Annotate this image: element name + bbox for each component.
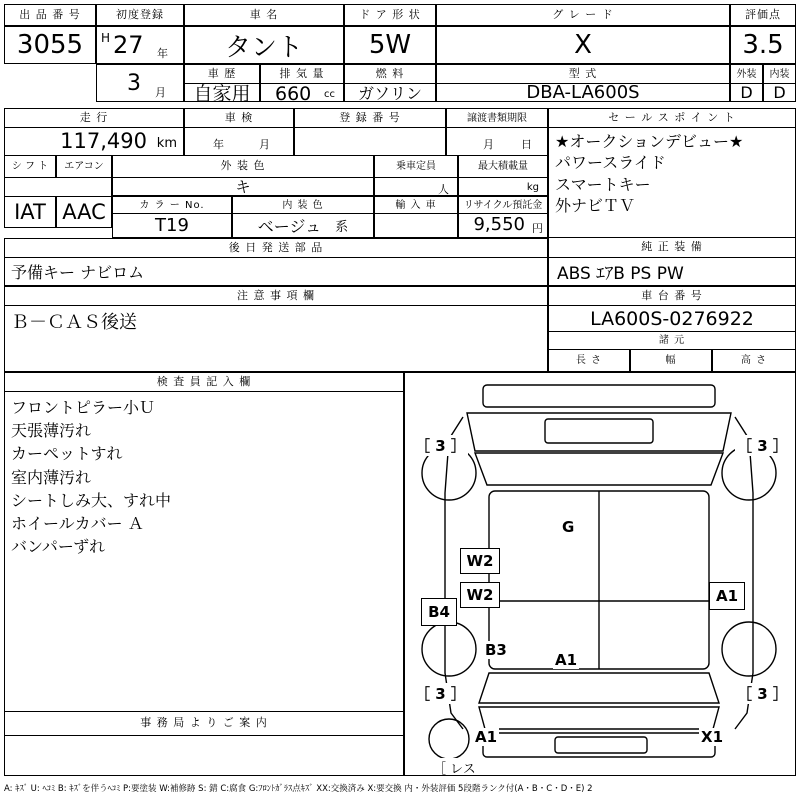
inspector-note-line: フロントピラー小Ｕ bbox=[11, 398, 156, 417]
first-reg-month-cell bbox=[96, 64, 184, 102]
diagram-mark: ［ 3 ］ bbox=[415, 685, 466, 703]
transfer-value-cell bbox=[446, 128, 548, 156]
reg-no-label: 登 録 番 号 bbox=[339, 110, 401, 124]
first-reg-label: 初度登録 bbox=[116, 7, 164, 21]
model-code-value-cell bbox=[436, 84, 730, 102]
chassis-label-cell bbox=[548, 286, 796, 306]
chassis-label: 車 台 番 号 bbox=[641, 288, 703, 302]
car-name-value-cell bbox=[184, 26, 344, 64]
interior-color-value-cell bbox=[232, 214, 374, 238]
rating-label-cell bbox=[730, 4, 796, 26]
diagram-mark: ［ 3 ］ bbox=[415, 437, 466, 455]
max-load-unit: kg bbox=[526, 182, 539, 193]
recycle-unit: 円 bbox=[532, 222, 543, 235]
exterior-color-value: キ bbox=[235, 178, 251, 196]
shift-value-cell bbox=[4, 196, 56, 228]
notes-label: 注 意 事 項 欄 bbox=[237, 288, 315, 302]
first-reg-year: 27 bbox=[113, 31, 144, 59]
diagram-mark: X1 bbox=[701, 728, 724, 746]
diagram-mark: A1 bbox=[709, 582, 745, 610]
displacement-label-cell bbox=[260, 64, 344, 84]
color-no-value-cell bbox=[112, 214, 232, 238]
shift-value: IAT bbox=[14, 200, 46, 224]
diagram-mark: G bbox=[562, 518, 575, 536]
dimensions-label: 諸 元 bbox=[658, 335, 686, 346]
seating-label: 乗車定員 bbox=[396, 161, 436, 172]
color-no-label-cell bbox=[112, 196, 232, 214]
interior-color-label-cell bbox=[232, 196, 374, 214]
shaken-label-cell bbox=[184, 108, 294, 128]
model-code-value: DBA-LA600S bbox=[526, 84, 640, 102]
legend-footer: A: ｷｽﾞ U: ﾍｺﾐ B: ｷｽﾞを伴うﾍｺﾐ P:要塗装 W:補修跡 S: 錆 C:腐食 G:ﾌﾛﾝﾄｶﾞﾗｽ点ｷｽﾞ XX:交換済み X:要交換 内・外装評価 5段階ランク付(A・B・C・D・E) 2 bbox=[4, 784, 593, 794]
model-code-label: 型 式 bbox=[568, 66, 598, 80]
inspector-notes-cell bbox=[4, 392, 404, 712]
car-name-label-cell bbox=[184, 4, 344, 26]
import-label-cell bbox=[374, 196, 458, 214]
aircon-label: エアコン bbox=[64, 161, 104, 172]
first-reg-month: 3 bbox=[127, 71, 141, 96]
notes-value: Ｂ－ＣＡＳ後送 bbox=[11, 312, 137, 333]
grade-label-cell bbox=[436, 4, 730, 26]
displacement-value: 660 bbox=[275, 84, 312, 102]
diagram-mark: W2 bbox=[460, 548, 500, 574]
later-parts-value: 予備キー ナビロム bbox=[11, 263, 145, 282]
sales-point-item: ★オークションデビュー★ bbox=[555, 132, 744, 151]
later-parts-label: 後 日 発 送 部 品 bbox=[228, 240, 324, 254]
first-reg-label-cell bbox=[96, 4, 184, 26]
mileage-label: 走 行 bbox=[79, 110, 109, 124]
fuel-label-cell bbox=[344, 64, 436, 84]
first-reg-month-unit: 月 bbox=[155, 86, 166, 99]
recycle-value-cell bbox=[458, 214, 548, 238]
seating-unit: 人 bbox=[438, 183, 449, 196]
diagram-mark: ［ 3 ］ bbox=[737, 437, 788, 455]
lot-number-value: 3055 bbox=[16, 30, 84, 60]
lot-number-label-cell bbox=[4, 4, 96, 26]
transfer-label: 譲渡書類期限 bbox=[467, 112, 527, 124]
door-value: 5W bbox=[368, 30, 412, 60]
shaken-label: 車 検 bbox=[224, 110, 254, 124]
seating-label-cell bbox=[374, 156, 458, 178]
width-label: 幅 bbox=[665, 355, 677, 366]
mileage-value: 117,490 bbox=[60, 129, 147, 153]
shift-aircon-spacer bbox=[4, 178, 112, 196]
length-label-cell bbox=[548, 350, 630, 372]
office-notice-label: 事 務 局 よ り ご 案 内 bbox=[140, 716, 268, 730]
inspector-label: 検 査 員 記 入 欄 bbox=[156, 374, 252, 388]
ext-grade-label: 外装 bbox=[736, 68, 757, 80]
interior-color-value: ベージュ bbox=[257, 217, 322, 236]
rating-label: 評価点 bbox=[745, 7, 781, 21]
sales-point-list bbox=[548, 128, 796, 238]
sales-point-item: スマートキー bbox=[555, 174, 651, 194]
max-load-label-cell bbox=[458, 156, 548, 178]
ext-grade-label-cell bbox=[730, 64, 763, 84]
int-grade-label-cell bbox=[763, 64, 796, 84]
chassis-value: LA600S-0276922 bbox=[590, 307, 754, 330]
aircon-value: AAC bbox=[62, 200, 106, 224]
shift-label: シ フ ト bbox=[11, 161, 49, 172]
chassis-value-cell bbox=[548, 306, 796, 332]
diagram-mark: A1 bbox=[475, 728, 498, 746]
import-label: 輸 入 車 bbox=[395, 199, 437, 211]
genuine-equip-value-cell bbox=[548, 258, 796, 286]
history-label: 車 歴 bbox=[207, 66, 237, 80]
interior-color-label: 内 装 色 bbox=[282, 199, 324, 211]
exterior-color-label-cell bbox=[112, 156, 374, 178]
door-label: ド ア 形 状 bbox=[359, 7, 421, 21]
fuel-value-cell bbox=[344, 84, 436, 102]
inspector-note-line: シートしみ大、すれ中 bbox=[11, 490, 172, 510]
int-grade-value: D bbox=[773, 84, 786, 102]
inspector-note-line: カーペットすれ bbox=[11, 444, 123, 464]
history-value-cell bbox=[184, 84, 260, 102]
diagram-mark: ［ レス bbox=[431, 758, 478, 776]
notes-value-cell bbox=[4, 306, 548, 372]
office-notice-body bbox=[4, 736, 404, 776]
genuine-equip-value: ABS ｴｱB PS PW bbox=[557, 264, 684, 284]
shift-label-cell bbox=[4, 156, 56, 178]
width-label-cell bbox=[630, 350, 712, 372]
sales-point-item: 外ナビＴＶ bbox=[555, 195, 636, 215]
int-grade-label: 内装 bbox=[769, 68, 790, 80]
aircon-label-cell bbox=[56, 156, 112, 178]
history-value: 自家用 bbox=[193, 84, 251, 102]
vehicle-diagram-panel bbox=[404, 372, 796, 776]
diagram-mark: B3 bbox=[485, 641, 507, 659]
car-name-value: タント bbox=[224, 32, 303, 63]
model-code-label-cell bbox=[436, 64, 730, 84]
office-notice-label-cell bbox=[4, 712, 404, 736]
ext-grade-value-cell bbox=[730, 84, 763, 102]
diagram-mark: B4 bbox=[421, 598, 457, 626]
fuel-label: 燃 料 bbox=[375, 66, 405, 80]
shaken-value-cell bbox=[184, 128, 294, 156]
exterior-color-label: 外 装 色 bbox=[220, 159, 266, 173]
car-name-label: 車 名 bbox=[249, 7, 279, 21]
door-value-cell bbox=[344, 26, 436, 64]
shaken-month-unit: 月 bbox=[259, 138, 270, 151]
inspector-note-line: 室内薄汚れ bbox=[11, 467, 92, 487]
lot-number-value-cell bbox=[4, 26, 96, 64]
inspector-note-line: ホイールカバー Ａ bbox=[11, 513, 144, 533]
inspector-label-cell bbox=[4, 372, 404, 392]
first-reg-year-unit: 年 bbox=[157, 47, 168, 60]
aircon-value-cell bbox=[56, 196, 112, 228]
displacement-unit: cc bbox=[324, 89, 335, 100]
rating-value: 3.5 bbox=[742, 30, 784, 60]
sales-point-label-cell bbox=[548, 108, 796, 128]
displacement-value-cell bbox=[260, 84, 344, 102]
height-label-cell bbox=[712, 350, 796, 372]
vehicle-diagram-svg bbox=[405, 373, 795, 775]
transfer-month-unit: 月 bbox=[483, 138, 494, 151]
first-reg-value-cell bbox=[96, 26, 184, 64]
inspector-note-line: 天張薄汚れ bbox=[11, 421, 92, 441]
diagram-mark: ［ 3 ］ bbox=[737, 685, 788, 703]
genuine-equip-label-cell bbox=[548, 238, 796, 258]
rating-value-cell bbox=[730, 26, 796, 64]
dimensions-label-cell bbox=[548, 332, 796, 350]
grade-value: X bbox=[574, 30, 592, 60]
recycle-label-cell bbox=[458, 196, 548, 214]
max-load-label: 最大積載量 bbox=[478, 161, 528, 172]
grade-label: グ レ ー ド bbox=[552, 7, 614, 21]
later-parts-label-cell bbox=[4, 238, 548, 258]
later-parts-value-cell bbox=[4, 258, 548, 286]
import-value-cell bbox=[374, 214, 458, 238]
sales-point-label: セ ー ル ス ポ イ ン ト bbox=[608, 110, 736, 124]
length-label: 長 さ bbox=[575, 355, 603, 366]
door-label-cell bbox=[344, 4, 436, 26]
max-load-value-cell bbox=[458, 178, 548, 196]
int-grade-value-cell bbox=[763, 84, 796, 102]
inspector-note-line: バンパーずれ bbox=[11, 537, 106, 557]
mileage-unit: km bbox=[156, 136, 177, 151]
sales-point-item: パワースライド bbox=[555, 153, 666, 173]
seating-value-cell bbox=[374, 178, 458, 196]
notes-label-cell bbox=[4, 286, 548, 306]
mileage-label-cell bbox=[4, 108, 184, 128]
displacement-label: 排 気 量 bbox=[279, 66, 325, 80]
history-label-cell bbox=[184, 64, 260, 84]
reg-no-label-cell bbox=[294, 108, 446, 128]
genuine-equip-label: 純 正 装 備 bbox=[641, 240, 703, 254]
transfer-label-cell bbox=[446, 108, 548, 128]
color-no-label: カ ラ ー No. bbox=[139, 199, 205, 211]
interior-color-suffix: 系 bbox=[335, 220, 349, 235]
color-no-value: T19 bbox=[155, 215, 189, 236]
fuel-value: ガソリン bbox=[357, 84, 422, 102]
grade-value-cell bbox=[436, 26, 730, 64]
height-label: 高 さ bbox=[740, 355, 768, 366]
recycle-value: 9,550 bbox=[473, 214, 525, 235]
shaken-year-unit: 年 bbox=[213, 138, 224, 151]
reg-no-value-cell bbox=[294, 128, 446, 156]
diagram-mark: W2 bbox=[460, 582, 500, 608]
recycle-label: リサイクル預託金 bbox=[463, 199, 543, 211]
exterior-color-value-cell bbox=[112, 178, 374, 196]
mileage-value-cell bbox=[4, 128, 184, 156]
ext-grade-value: D bbox=[740, 84, 753, 102]
first-reg-era: H bbox=[101, 31, 111, 45]
diagram-mark: A1 bbox=[555, 651, 578, 669]
lot-number-label: 出 品 番 号 bbox=[19, 7, 81, 21]
transfer-day-unit: 日 bbox=[521, 138, 532, 151]
